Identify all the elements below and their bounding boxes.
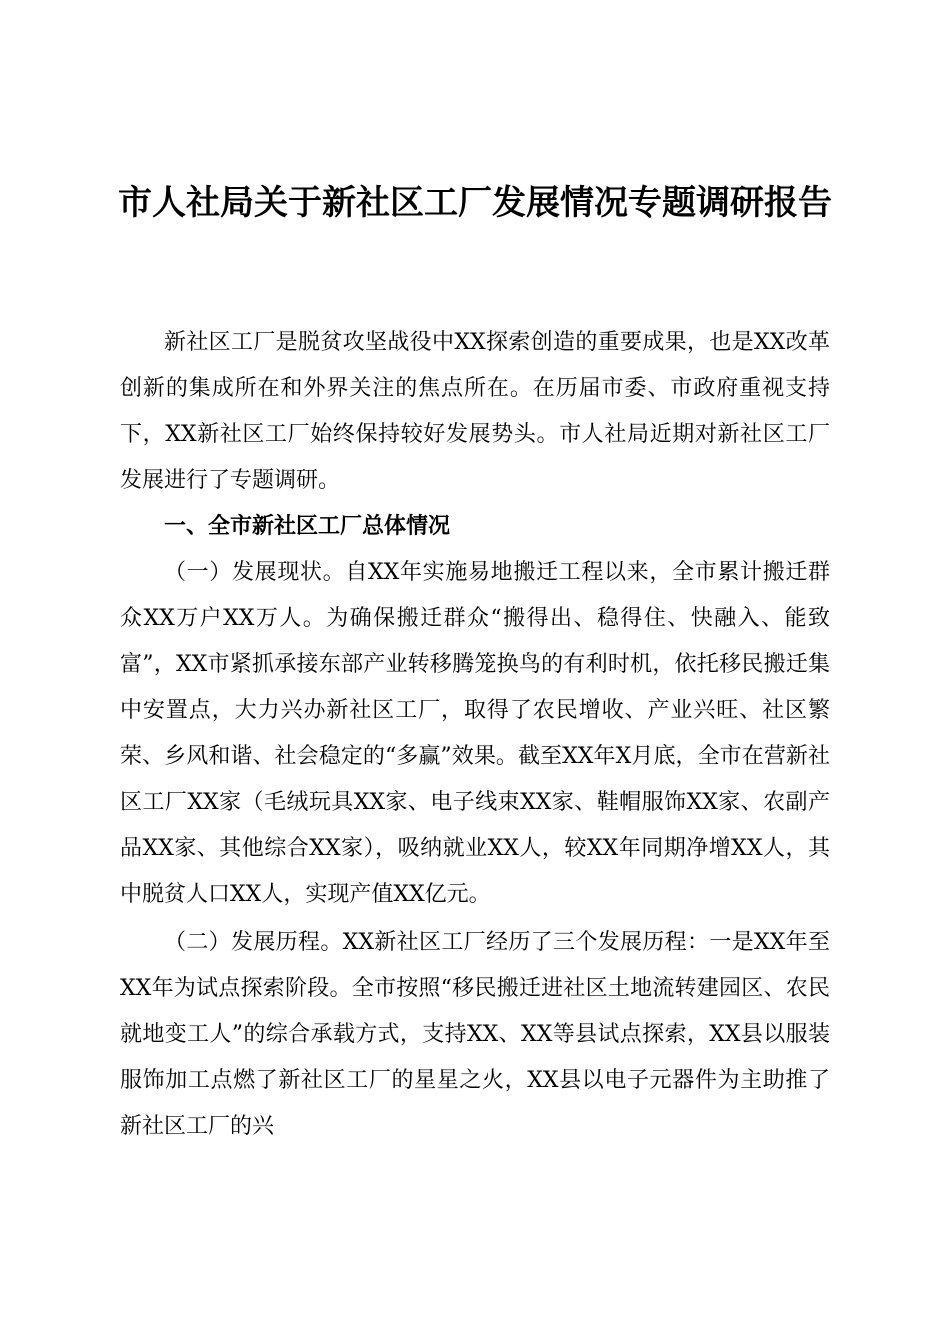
section-heading: 一、全市新社区工厂总体情况: [164, 514, 451, 539]
document-body: [120, 320, 830, 1150]
intro-paragraph: 新社区工厂是脱贫攻坚战役中XX探索创造的重要成果，也是XX改革创新的集成所在和外界关注的焦点所在。在历届市委、市政府重视支持下，XX新社区工厂始终保持较好发展势头。市人社局近期对新社区工厂发展进行了专题调研。: [120, 330, 830, 493]
status-paragraph: （一）发展现状。自XX年实施易地搬迁工程以来，全市累计搬迁群众XX万户XX万人。为确保搬迁群众“搬得出、稳得住、快融入、能致富”，XX市紧抓承接东部产业转移腾笼换鸟的有利时机，依托移民搬迁集中安置点，大力兴办新社区工厂，取得了农民增收、产业兴旺、社区繁荣、乡风和谐、社会稳定的“多赢”效果。截至XX年X月底，全市在营新社区工厂XX家（毛绒玩具XX家、电子线束XX家、鞋帽服饰XX家、农副产品XX家、其他综合XX家），吸纳就业XX人，较XX年同期净增XX人，其中脱贫人口XX人，实现产值XX亿元。: [120, 560, 830, 907]
document-title: 市人社局关于新社区工厂发展情况专题调研报告: [118, 183, 832, 223]
history-paragraph: （二）发展历程。XX新社区工厂经历了三个发展历程：一是XX年至XX年为试点探索阶段。全市按照“移民搬迁进社区土地流转建园区、农民就地变工人”的综合承载方式，支持XX、XX等县试点探索，XX县以服装服饰加工点燃了新社区工厂的星星之火，XX县以电子元器件为主助推了新社区工厂的兴: [120, 930, 830, 1139]
